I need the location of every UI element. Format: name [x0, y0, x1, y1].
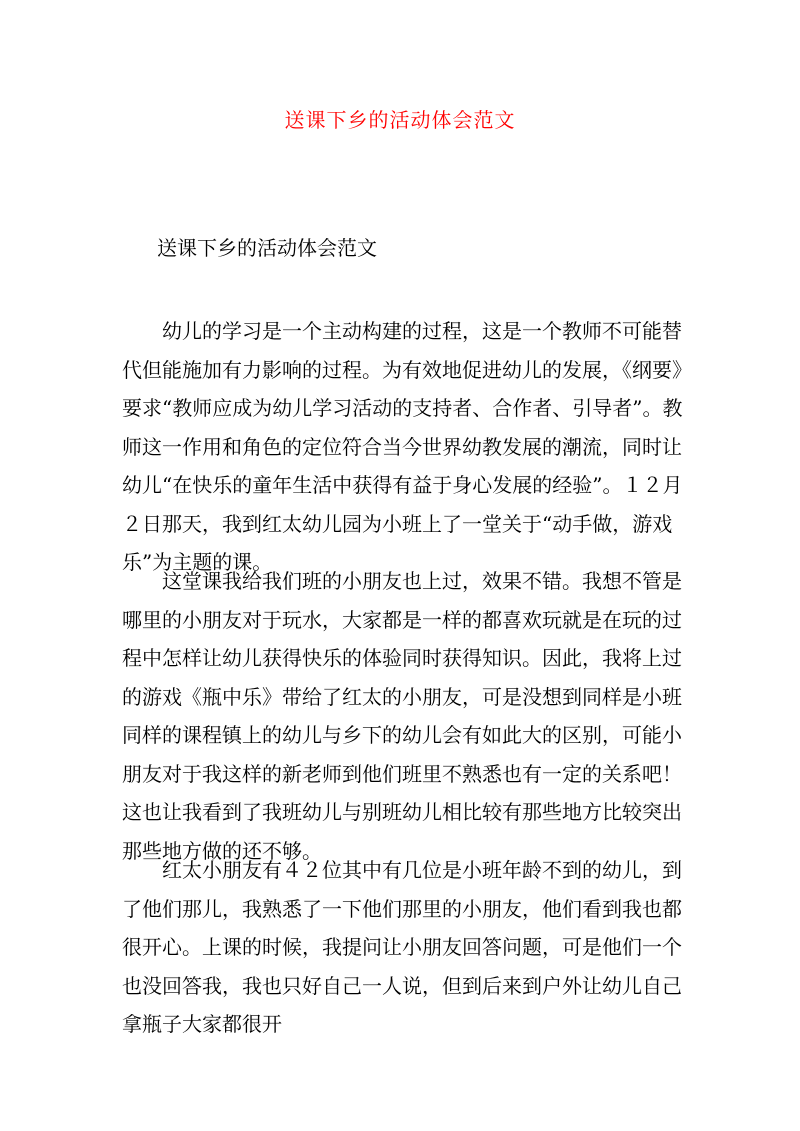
document-title: 送课下乡的活动体会范文 — [284, 108, 516, 132]
paragraph-1: 幼儿的学习是一个主动构建的过程，这是一个教师不可能替代但能施加有力影响的过程。为有效地促进幼儿的发展，《纲要》要求“教师应成为幼儿学习活动的支持者、合作者、引导者”。教师这一作用和角色的定位符合当今世界幼教发展的潮流，同时让幼儿“在快乐的童年生活中获得有益于身心发展的经验”。１２月２日那天，我到红太幼儿园为小班上了一堂关于“动手做，游戏乐”为主题的课。 — [122, 319, 692, 574]
document-subtitle: 送课下乡的活动体会范文 — [157, 236, 377, 260]
paragraph-3: 红太小朋友有４２位其中有几位是小班年龄不到的幼儿，到了他们那儿，我熟悉了一下他们那里的小朋友，他们看到我也都很开心。上课的时候，我提问让小朋友回答问题，可是他们一个也没回答我，我也只好自己一人说，但到后来到户外让幼儿自己拿瓶子大家都很开 — [122, 858, 682, 1036]
paragraph-2: 这堂课我给我们班的小朋友也上过，效果不错。我想不管是哪里的小朋友对于玩水，大家都是一样的都喜欢玩就是在玩的过程中怎样让幼儿获得快乐的体验同时获得知识。因此，我将上过的游戏《瓶中乐》带给了红太的小朋友，可是没想到同样是小班同样的课程镇上的幼儿与乡下的幼儿会有如此大的区别，可能小朋友对于我这样的新老师到他们班里不熟悉也有一定的关系吧！这也让我看到了我班幼儿与别班幼儿相比较有那些地方比较突出那些地方做的还不够。 — [122, 569, 682, 863]
